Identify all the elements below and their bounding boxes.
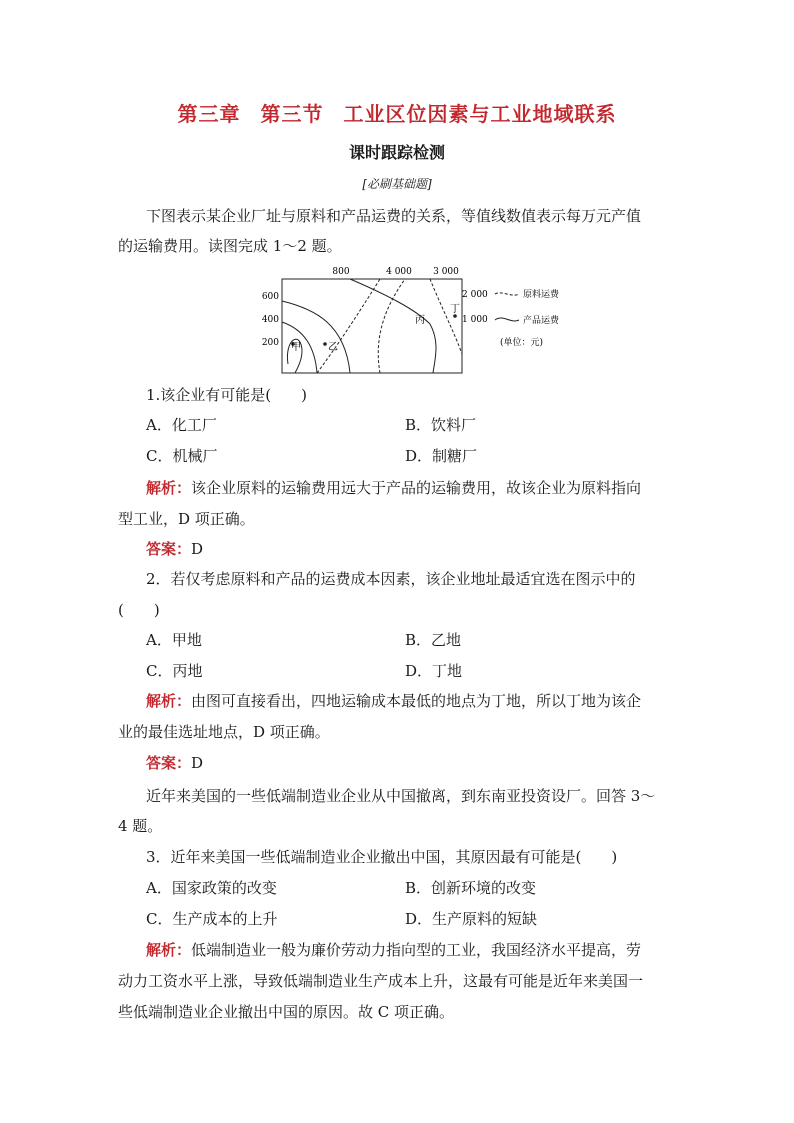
place-label: 丁 [450,304,460,315]
analysis-label: 解析： [146,479,192,497]
category-label: [必刷基础题] [362,177,432,191]
question-stem: 1.该企业有可能是( ) [146,386,308,404]
left-label: 600 [261,292,279,302]
option-d: D．制糖厂 [405,447,478,465]
right-label: 2 000 [462,290,488,300]
legend-product-label: 产品运费 [523,316,560,326]
analysis-text [146,478,678,498]
option-c: C．机械厂 [146,447,218,465]
intro-text: 4 题。 [118,817,163,835]
analysis-text [146,691,678,711]
answer-value: D [191,540,204,558]
intro-text: 近年来美国的一些低端制造业企业从中国撤离，到东南亚投资设厂。回答 3～ [146,787,656,805]
option-a: A．化工厂 [146,416,217,434]
raw-isoline [430,279,462,354]
topic-label: 工业区位因素与工业地域联系 [343,102,617,126]
analysis-label: 解析： [146,941,192,959]
analysis-text: 业的最佳选址地点，D 项正确。 [118,723,330,741]
analysis-text: 动力工资水平上涨，导致低端制造业生产成本上升，这最有可能是近年来美国一 [118,972,644,990]
page-subtitle: 课时跟踪检测 [348,143,445,162]
legend-unit-label: (单位：元) [500,338,544,348]
page-title [0,98,794,127]
legend-raw-line [495,293,519,295]
analysis-body: 该企业原料的运输费用远大于产品的运输费用，故该企业为原料指向 [191,479,642,497]
place-label: 乙 [328,342,338,353]
analysis-text [146,940,678,960]
right-label: 1 000 [462,315,488,325]
option-b: B．饮料厂 [405,416,477,434]
answer-text [146,753,678,773]
section-label: 第三节 [260,102,324,126]
option-a: A．甲地 [146,631,202,649]
question-stem: 2．若仅考虑原料和产品的运费成本因素，该企业地址最适宜选在图示中的 [146,570,636,588]
analysis-body: 由图可直接看出，四地运输成本最低的地点为丁地，所以丁地为该企 [191,692,642,710]
option-a: A．国家政策的改变 [146,879,277,897]
legend-product-line [495,318,519,321]
left-label: 400 [261,315,279,325]
intro-text: 下图表示某企业厂址与原料和产品运费的关系，等值线数值表示每万元产值 [146,207,642,225]
chapter-label: 第三章 [177,102,241,126]
analysis-body: 低端制造业一般为廉价劳动力指向型的工业，我国经济水平提高，劳 [191,941,642,959]
option-d: D．丁地 [405,662,463,680]
analysis-text: 些低端制造业企业撤出中国的原因。故 C 项正确。 [118,1003,455,1021]
left-label: 200 [261,338,279,348]
top-label: 800 [332,267,350,277]
top-label: 3 000 [433,267,459,277]
raw-isoline [378,279,405,373]
analysis-label: 解析： [146,692,192,710]
answer-text [146,539,678,559]
option-b: B．乙地 [405,631,462,649]
analysis-text: 型工业，D 项正确。 [118,510,255,528]
question-stem: ( ) [118,601,160,619]
intro-text: 的运输费用。读图完成 1～2 题。 [118,237,342,255]
top-label: 4 000 [386,267,412,277]
option-c: C．丙地 [146,662,203,680]
raw-isoline [317,279,380,373]
answer-label: 答案： [146,540,192,558]
option-d: D．生产原料的短缺 [405,910,538,928]
option-b: B．创新环境的改变 [405,879,537,897]
question-stem: 3．近年来美国一些低端制造业企业撤出中国，其原因最有可能是( ) [146,848,618,866]
option-c: C．生产成本的上升 [146,910,278,928]
answer-value: D [191,754,204,772]
answer-label: 答案： [146,754,192,772]
place-point [323,342,327,346]
product-isoline [350,279,436,373]
place-label: 甲 [291,342,301,353]
legend-raw-label: 原料运费 [523,290,560,300]
place-label: 丙 [415,315,425,326]
isoline-map-figure [255,264,585,376]
